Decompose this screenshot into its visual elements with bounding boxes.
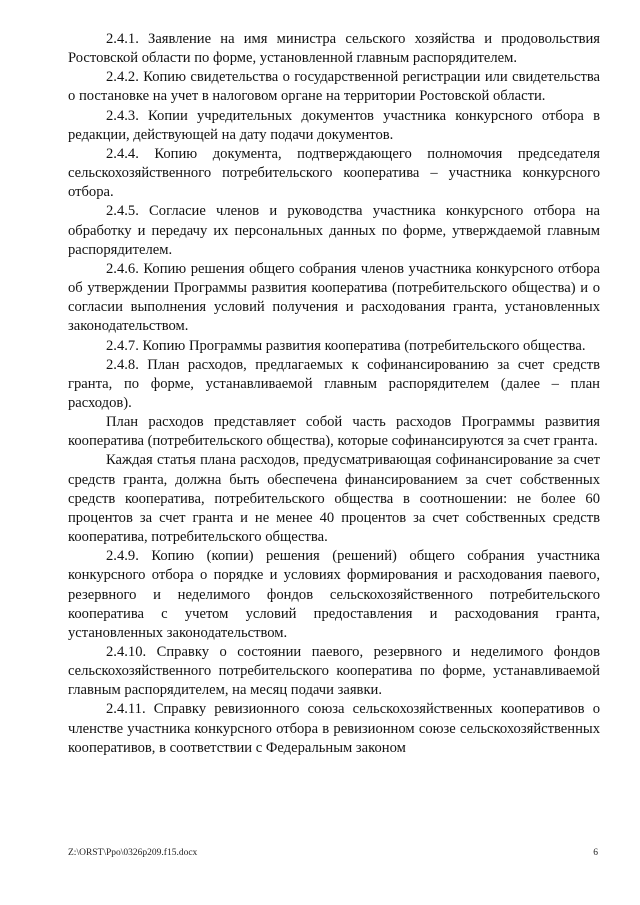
paragraph-expense-item: Каждая статья плана расходов, предусматривающая софинансирование за счет средств гранта, должна быть обеспечена финансированием за счет собственных средств кооператива, потребительского общества в соотношении: не более 60 процентов за счет гранта и не менее 40 процентов за счет собственных средств кооператива, потребительского общества. <box>68 452 600 546</box>
paragraph-2-4-9: 2.4.9. Копию (копии) решения (решений) общего собрания участника конкурсного отбора о порядке и условиях формирования и расходования паевого, резервного и неделимого фондов сельскохозяйственного потребительского кооператива с учетом условий предоставления и расходования гранта, установленных законодательством. <box>68 548 600 641</box>
document-body <box>68 30 600 758</box>
paragraph-2-4-7: 2.4.7. Копию Программы развития кооператива (потребительского общества. <box>106 337 586 354</box>
file-path: Z:\ORST\Ppo\0326p209.f15.docx <box>68 848 198 858</box>
page-number: 6 <box>593 848 598 858</box>
paragraph-2-4-3: 2.4.3. Копии учредительных документов участника конкурсного отбора в редакции, действующей на дату подачи документов. <box>68 107 600 143</box>
page-footer <box>68 848 598 858</box>
paragraph-2-4-4: 2.4.4. Копию документа, подтверждающего полномочия председателя сельскохозяйственного потребительского кооператива – участника конкурсного отбора. <box>68 145 600 201</box>
paragraph-2-4-6: 2.4.6. Копию решения общего собрания членов участника конкурсного отбора об утверждении Программы развития кооператива (потребительского общества) и о согласии выполнения условий получения и расходования гранта, установленных законодательством. <box>68 260 600 335</box>
paragraph-2-4-11: 2.4.11. Справку ревизионного союза сельскохозяйственных кооперативов о членстве участника конкурсного отбора в ревизионном союзе сельскохозяйственных кооперативов, в соответствии с Федеральным законом <box>68 701 600 756</box>
paragraph-expense-plan: План расходов представляет собой часть расходов Программы развития кооператива (потребительского общества), которые софинансируются за счет гранта. <box>68 414 600 450</box>
paragraph-2-4-8: 2.4.8. План расходов, предлагаемых к софинансированию за счет средств гранта, по форме, устанавливаемой главным распорядителем (далее – план расходов). <box>68 356 600 411</box>
paragraph-2-4-10: 2.4.10. Справку о состоянии паевого, резервного и неделимого фондов сельскохозяйственного потребительского кооператива по форме, устанавливаемой главным распорядителем, на месяц подачи заявки. <box>68 644 600 699</box>
paragraph-2-4-5: 2.4.5. Согласие членов и руководства участника конкурсного отбора на обработку и передачу их персональных данных по форме, утверждаемой главным распорядителем. <box>68 203 600 258</box>
paragraph-2-4-2: 2.4.2. Копию свидетельства о государственной регистрации или свидетельства о постановке на учет в налоговом органе на территории Ростовской области. <box>68 69 600 105</box>
paragraph-2-4-1: 2.4.1. Заявление на имя министра сельского хозяйства и продовольствия Ростовской области по форме, установленной главным распорядителем. <box>68 31 600 67</box>
